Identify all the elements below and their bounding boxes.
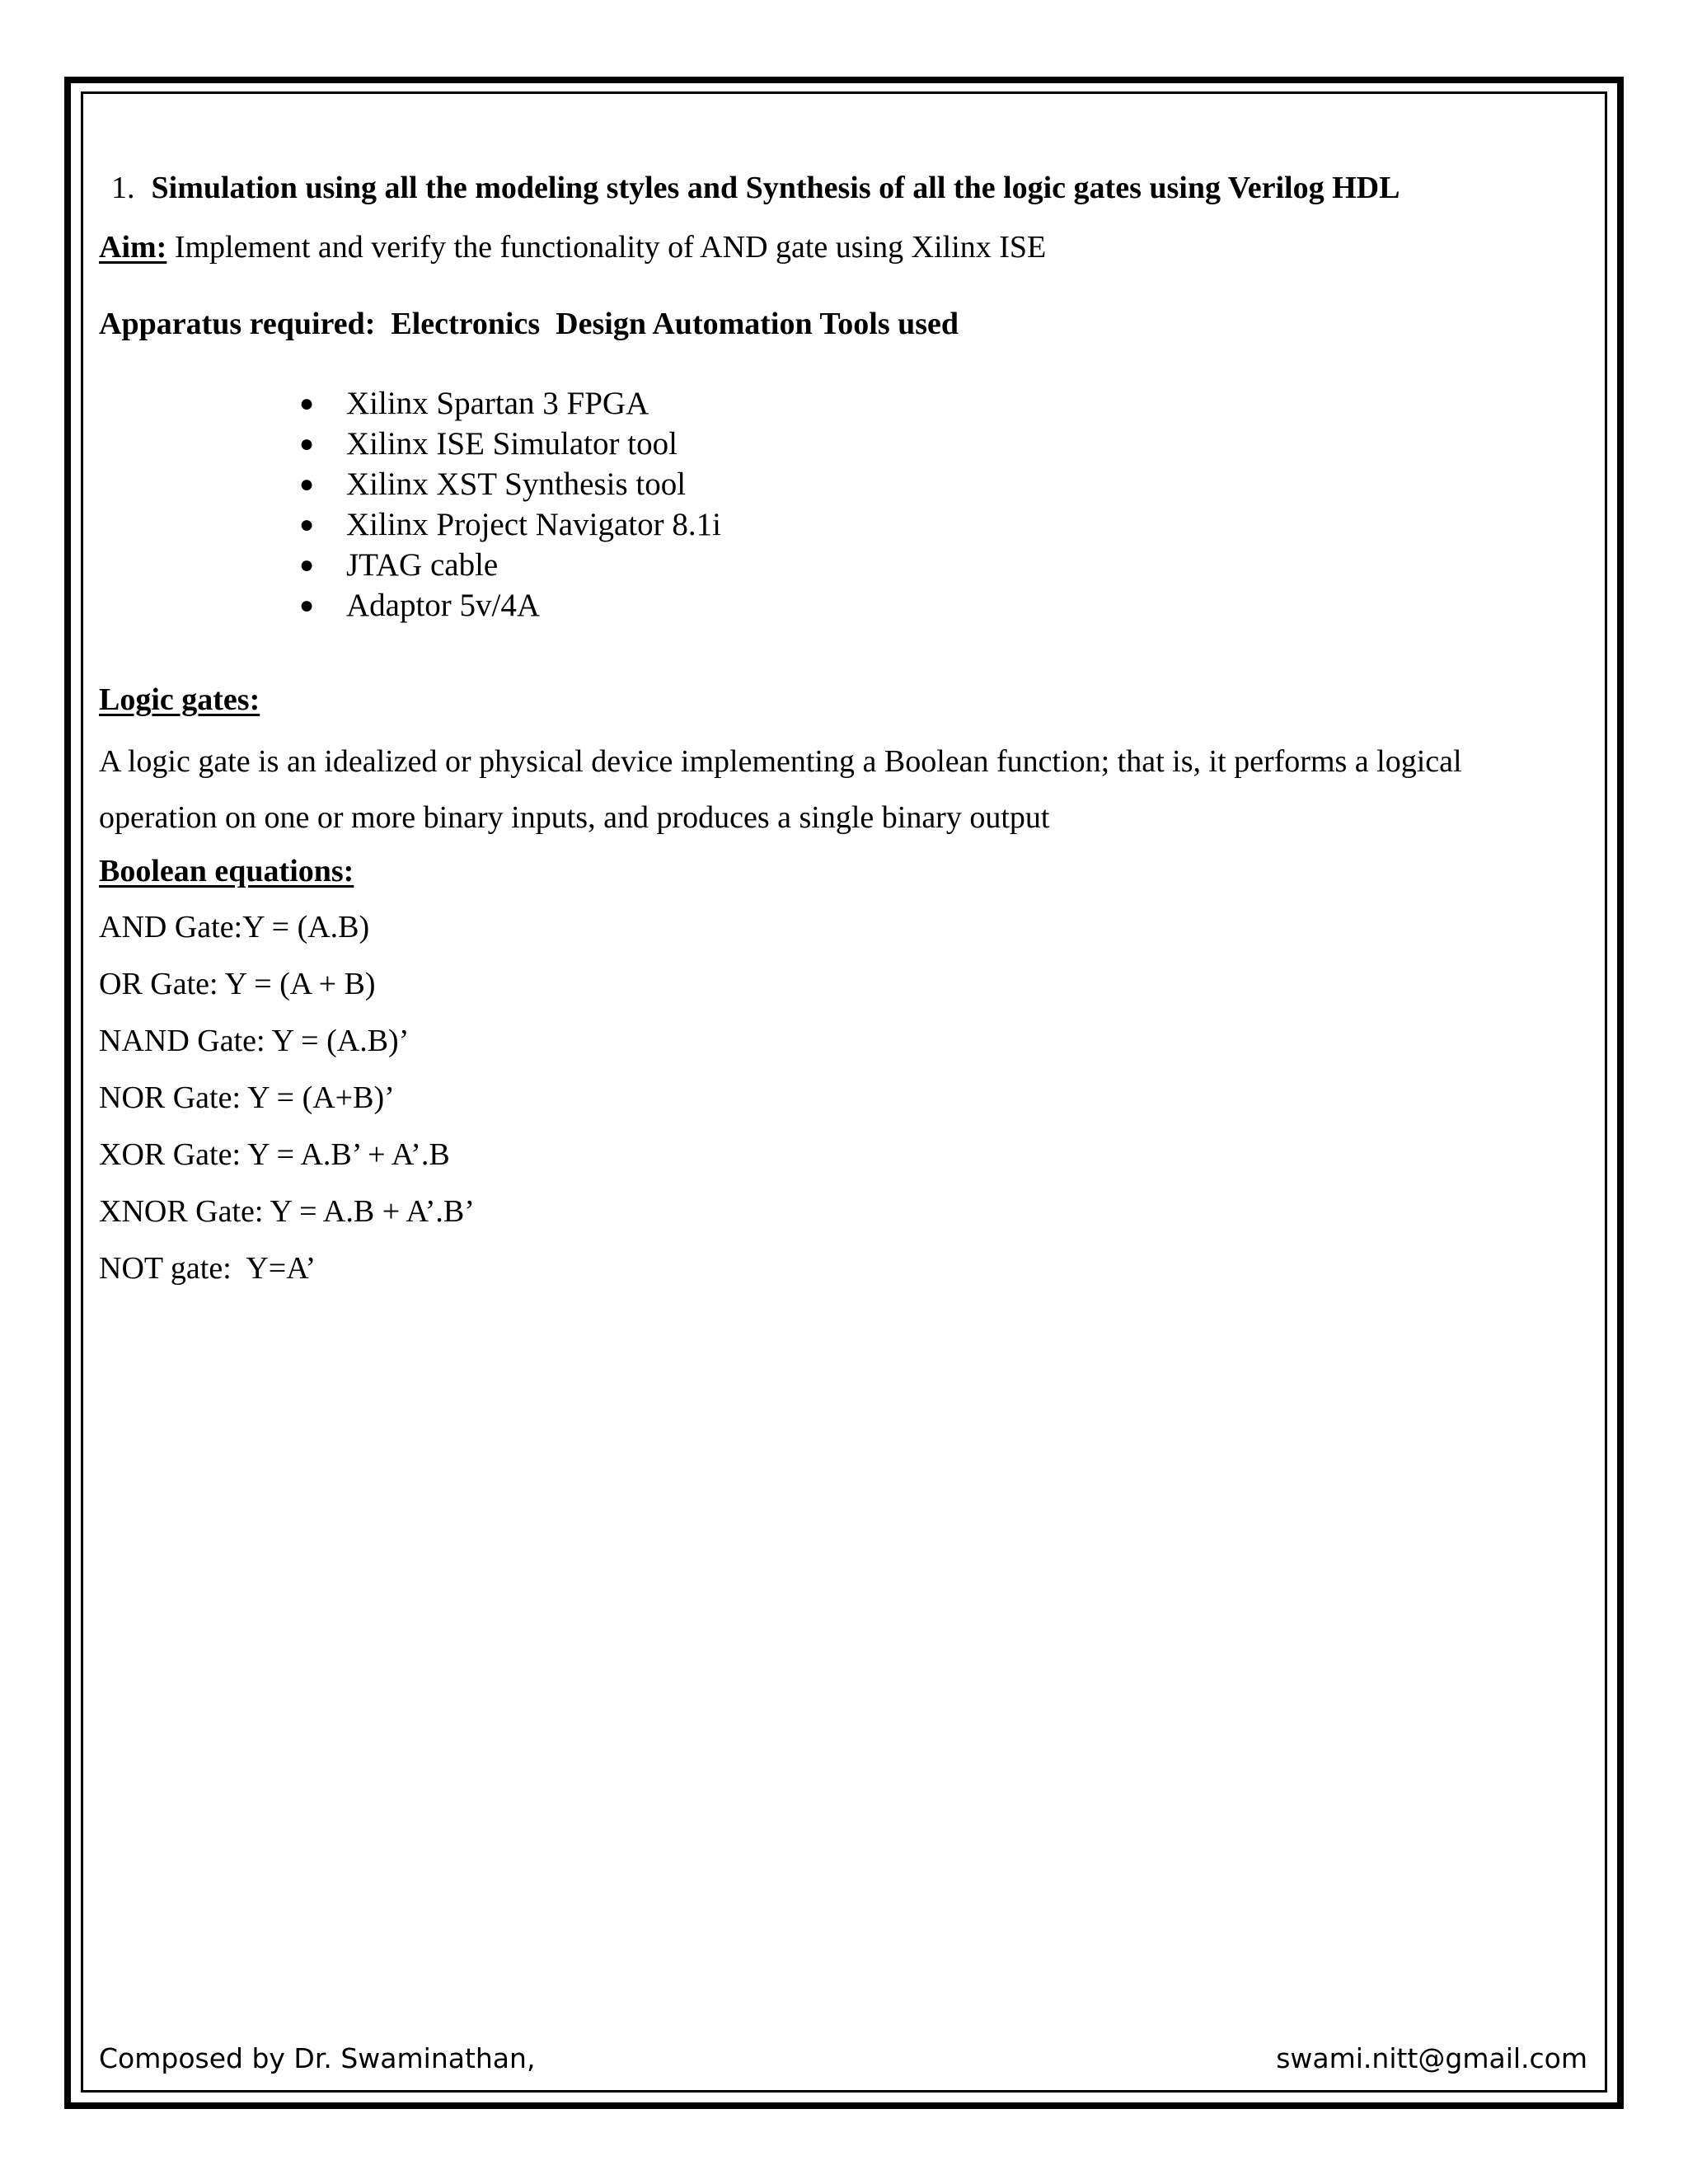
equation-or: OR Gate: Y = (A + B) [99,967,376,1001]
equation-not: NOT gate: Y=A’ [99,1251,316,1286]
tool-label: Xilinx ISE Simulator tool [346,426,678,462]
list-item [297,504,721,545]
list-item [297,545,721,585]
experiment-number: 1. [111,171,135,205]
equation-xnor: XNOR Gate: Y = A.B + A’.B’ [99,1194,475,1229]
list-item [297,585,721,626]
bullet-icon: ● [299,430,315,457]
logic-gates-heading: Logic gates: [99,682,260,717]
logic-gates-description: A logic gate is an idealized or physical device implementing a Boolean function; that is, it performs a logical operation on one or more binary inputs, and produces a single binary output [99,744,1462,835]
tool-label: Xilinx Spartan 3 FPGA [346,386,649,421]
bullet-icon: ● [299,390,315,417]
bullet-icon: ● [299,592,315,619]
tool-label: JTAG cable [346,547,499,583]
tool-label: Xilinx XST Synthesis tool [346,466,687,502]
apparatus-heading: Apparatus required: Electronics Design Automation Tools used [99,307,959,341]
list-item [297,424,721,464]
tool-label: Xilinx Project Navigator 8.1i [346,507,721,542]
aim-label: Aim: [99,230,167,265]
equation-xor: XOR Gate: Y = A.B’ + A’.B [99,1137,450,1172]
equation-nor: NOR Gate: Y = (A+B)’ [99,1080,395,1115]
aim-text: Implement and verify the functionality of AND gate using Xilinx ISE [166,230,1047,265]
tool-label: Adaptor 5v/4A [346,588,541,623]
boolean-equations-heading: Boolean equations: [99,854,354,888]
list-item [297,464,721,504]
aim-line [99,229,1046,265]
bullet-icon: ● [299,471,315,498]
list-item [297,383,721,424]
experiment-title-text: Simulation using all the modeling styles and Synthesis of all the logic gates using Verilog HDL [151,171,1400,205]
footer-email: swami.nitt@gmail.com [1276,2042,1587,2074]
tools-list [297,383,721,626]
experiment-title [111,170,1400,206]
bullet-icon: ● [299,511,315,538]
bullet-icon: ● [299,551,315,579]
equation-nand: NAND Gate: Y = (A.B)’ [99,1024,410,1058]
equation-and: AND Gate:Y = (A.B) [99,910,370,944]
footer-author: Composed by Dr. Swaminathan, [99,2042,536,2074]
